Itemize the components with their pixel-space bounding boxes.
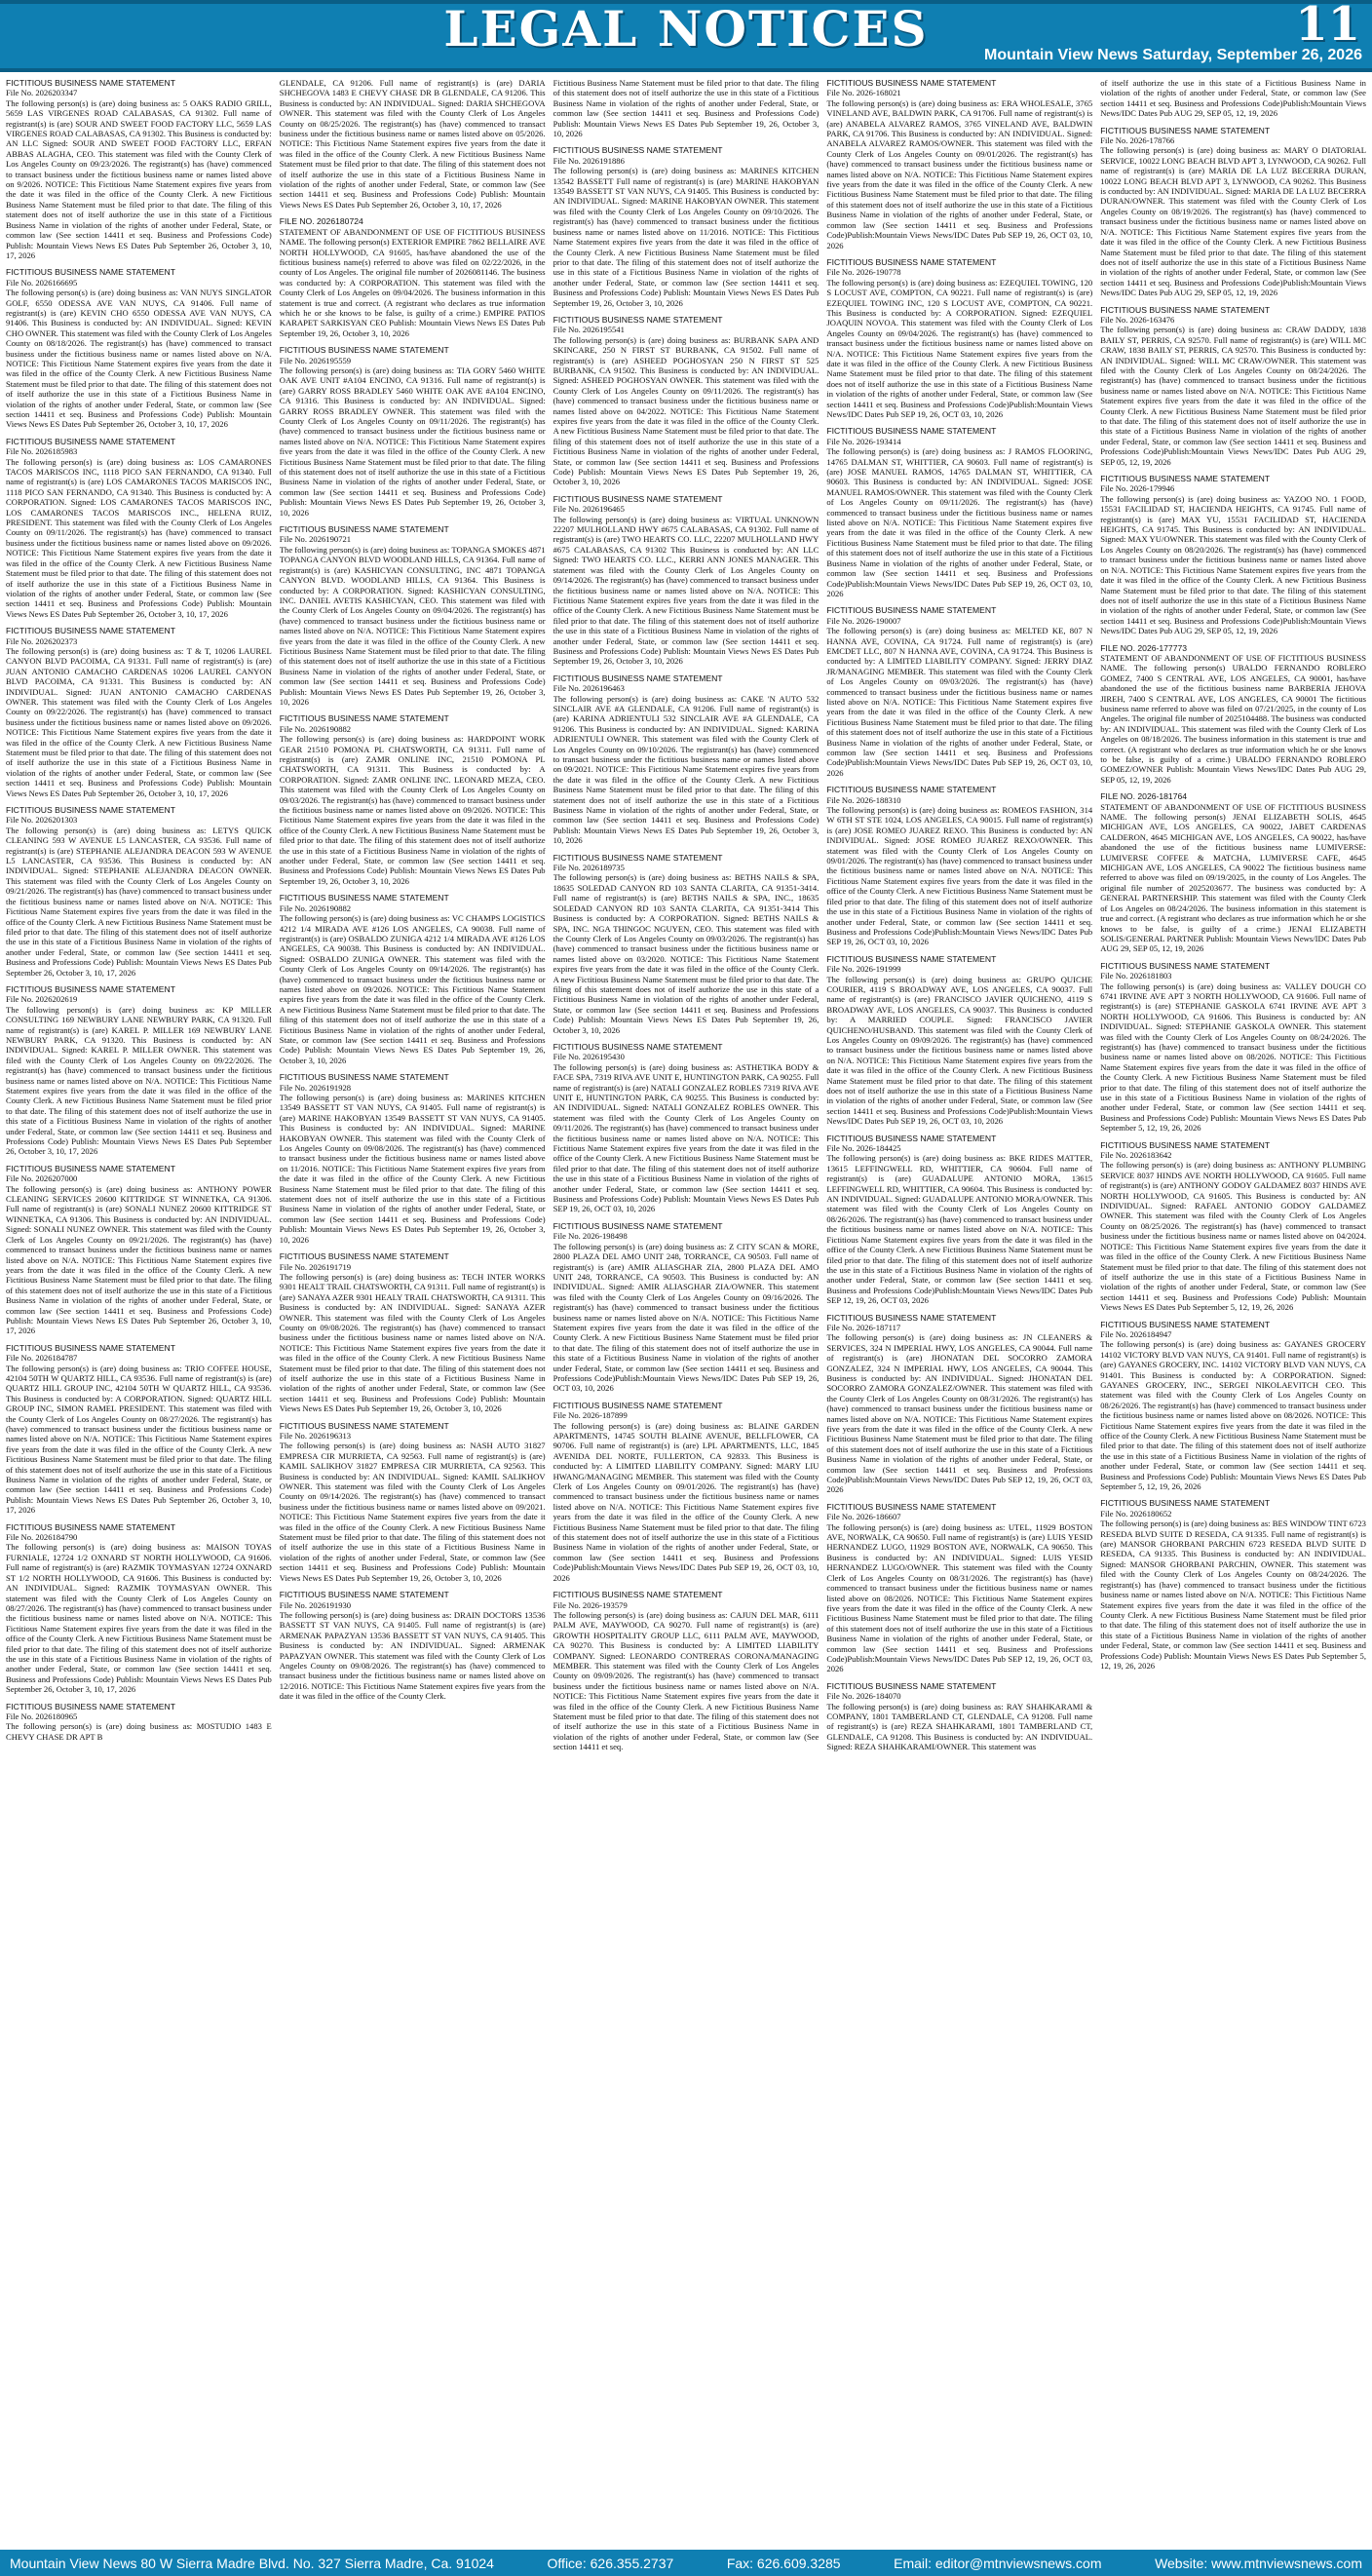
notice-body: Fictitious Business Name Statement must be filed prior to that date. The filing of this statement does not of itself authorize the use in this state of a Fictitious Business Name in violation of the rights of another under Federal, State, or common law (See section 14411 et seq. Business and Professions Code) Publish: Mountain Views News ES Dates Pub September 19, 26, October 3, 10, 2026: [553, 78, 819, 139]
legal-notice: [280, 1251, 546, 1414]
notice-title: FICTITIOUS BUSINESS NAME STATEMENT: [553, 852, 723, 863]
notice-body: The following person(s) is (are) doing business as: MELTED KE, 807 N HANNA AVE, COVINA, CA 91724. Full name of registrant(s) is (are) EMCDET LLC, 807 N HANNA AVE, COVINA, CA 91724. This Business is conducted by: A LIMITED LIABILITY COMPANY. Signed: JERRY DIAZ JR/MANAGING MEMBER. This statement was filed with the County Clerk of Los Angeles County on 09/03/2026. The registrant(s) has (have) commenced to transact business under the fictitious business name or names listed above on N/A. NOTICE: This Fictitious Name Statement expires five years from the date it was filed in the office of the County Clerk. A new Fictitious Business Name Statement must be filed prior to that date. The filing of this statement does not of itself authorize the use in this state of a Fictitious Business Name in violation of the rights of another under Federal, State, or common law (See section 14411 et seq. Business and Professions Code)Publish:Mountain Views News/IDC Dates Pub SEP 19, 26, OCT 03, 10, 2026: [826, 626, 1093, 778]
footer-address: Mountain View News 80 W Sierra Madre Blvd. No. 327 Sierra Madre, Ca. 91024: [10, 2555, 494, 2571]
page-footer: [0, 2550, 1372, 2576]
legal-notice: [6, 805, 272, 978]
publication-dateline: Mountain View News Saturday, September 26, 2026: [984, 47, 1362, 63]
notice-body: The following person(s) is (are) doing business as: BES WINDOW TINT 6723 RESEDA BLVD SUITE D RESEDA, CA 91335. Full name of registrant(s) is (are) MANSOR GHORBANI PARCHIN 6723 RESEDA BLVD SUITE D RESEDA, CA 91335. This Business is conducted by: AN INDIVIDUAL. Signed: MANSOR GHORBANI PARCHIN, OWNER. This statement was filed with the County Clerk of Los Angeles County on 08/24/2026. The registrant(s) has (have) commenced to transact business under the fictitious business name or names listed above on N/A. NOTICE: This Fictitious Name Statement expires five years from the date it was filed in the office of the County Clerk. A new Fictitious Business Name Statement must be filed prior to that date. The filing of this statement does not of itself authorize the use in this state of a Fictitious Business Name in violation of the rights of another under Federal, State, or common law (See section 14411 et seq. Business and Professions Code) Publish: Mountain Views News ES Dates Pub September 5, 12, 19, 26, 2026: [1100, 1519, 1366, 1671]
notice-title: FILE NO. 2026-177773: [1100, 642, 1188, 653]
legal-notice: [6, 984, 272, 1157]
notice-file-number: File No. 2026196465: [553, 504, 625, 515]
notice-body: The following person(s) is (are) doing business as: MARY O DIATORIAL SERVICE, 10022 LONG BEACH BLVD APT 3, LYNWOOD, CA 90262. Full name of registrant(s) is (are) MARIA DE LA LUZ BECERRA DURAN, 10022 LONG BEACH BLVD APT 3, LYNWOOD, CA 90262. This Business is conducted by: AN INDIVIDUAL. Signed: MARIA DE LA LUZ BECERRA DURAN/OWNER. This statement was filed with the County Clerk of Los Angeles County on 08/19/2026. The registrant(s) has (have) commenced to transact business under the fictitious business name or names listed above on N/A. NOTICE: This Fictitious Name Statement expires five years from the date it was filed in the office of the County Clerk. A new Fictitious Business Name Statement must be filed prior to that date. The filing of this statement does not of itself authorize the use in this state of a Fictitious Business Name in violation of the rights of another under Federal, State, or common law (See section 14411 et seq. Business and Professions Code)Publish:Mountain Views News/IDC Dates Pub AUG 29, SEP 05, 12, 19, 2026: [1100, 145, 1366, 298]
notice-body: The following person(s) is (are) doing business as: VALLEY DOUGH CO 6741 IRVINE AVE APT 3 NORTH HOLLYWOOD, CA 91606. Full name of registrant(s) is (are) STEPHANIE GASKOLA 6741 IRVINE AVE APT 3 NORTH HOLLYWOOD, CA 91606. This Business is conducted by: AN INDIVIDUAL. Signed: STEPHANIE GASKOLA OWNER. This statement was filed with the County Clerk of Los Angeles County on 08/24/2026. The registrant(s) has (have) commenced to transact business under the fictitious business name or names listed above on 08/2026. NOTICE: This Fictitious Name Statement expires five years from the date it was filed in the office of the County Clerk. A new Fictitious Business Name Statement must be filed prior to that date. The filing of this statement does not of itself authorize the use in this state of a Fictitious Business Name in violation of the rights of another under Federal, State, or common law (See section 14411 et seq. Business and Professions Code) Publish: Mountain Views News ES Dates Pub September 5, 12, 19, 26, 2026: [1100, 980, 1366, 1134]
notice-body: The following person(s) is (are) doing business as: CAKE 'N AUTO 532 SINCLAIR AVE #A GLENDALE, CA 91206. Full name of registrant(s) is (are) KARINA ADRIENTULI 532 SINCLAIR AVE #A GLENDALE, CA 91206. This Business is conducted by: AN INDIVIDUAL. Signed: KARINA ADRIENTULI OWNER. This statement was filed with the County Clerk of Los Angeles County on 09/10/2026. The registrant(s) has (have) commenced to transact business under the fictitious business name or names listed above on 09/2021. NOTICE: This Fictitious Name Statement expires five years from the date it was filed in the office of the County Clerk. A new Fictitious Business Name Statement must be filed prior to that date. The filing of this statement does not of itself authorize the use in this state of a Fictitious Business Name in violation of the rights of another under Federal, State, or common law (See section 14411 et seq. Business and Professions Code) Publish: Mountain Views News ES Dates Pub September 19, 26, October 3, 10, 2026: [553, 693, 819, 846]
notice-title: FICTITIOUS BUSINESS NAME STATEMENT: [826, 953, 997, 964]
notice-title: FICTITIOUS BUSINESS NAME STATEMENT: [553, 145, 723, 156]
legal-notice: [826, 1502, 1092, 1674]
legal-notice: [6, 1164, 272, 1336]
notice-title: FICTITIOUS BUSINESS NAME STATEMENT: [6, 983, 175, 994]
notice-body: of itself authorize the use in this state of a Fictitious Business Name in violation of the rights of another under Federal, State, or common law (See section 14411 et seq. Business and Professions Code)Publish:Mountain Views News/IDC Dates Pub AUG 29, SEP 05, 12, 19, 2026: [1100, 78, 1366, 119]
notice-file-number: File No. 2026-193414: [826, 436, 901, 446]
notice-body: The following person(s) is (are) doing business as: BURBANK SAPA AND SKINCARE, 250 N FIRST ST BURBANK, CA 91502. Full name of registrant(s) is (are) ASHEED POGHOSYAN 250 N FIRST ST 525 BURBANK, CA 91502. This Business is conducted by: AN INDIVIDUAL. Signed: ASHEED POGHOSYAN OWNER. This statement was filed with the County Clerk of Los Angeles County on 09/11/2026. The registrant(s) has (have) commenced to transact business under the fictitious business name or names listed above on 04/2022. NOTICE: This Fictitious Name Statement expires five years from the date it was filed in the office of the County Clerk. A new Fictitious Business Name Statement must be filed prior to that date. The filing of this statement does not of itself authorize the use in this state of a Fictitious Business Name in violation of the rights of another under Federal, State, or common law (See section 14411 et seq. Business and Professions Code) Publish: Mountain Views News ES Dates Pub September 19, 26, October 3, 10, 2026: [553, 334, 819, 487]
notice-title: FICTITIOUS BUSINESS NAME STATEMENT: [826, 1312, 997, 1323]
legal-notice: [826, 257, 1092, 420]
notice-body: The following person(s) is (are) doing business as: ROMEOS FASHION, 314 W 6TH ST STE 1024, LOS ANGELES, CA 90015. Full name of registrant(s) is (are) JOSE ROMEO JUAREZ REXO. This Business is conducted by: AN INDIVIDUAL. Signed: JOSE ROMEO JUAREZ REXO/OWNER. This statement was filed with the County Clerk of Los Angeles County on 09/01/2026. The registrant(s) has (have) commenced to transact business under the fictitious business name or names listed above on N/A. NOTICE: This Fictitious Name Statement expires five years from the date it was filed in the office of the County Clerk. A new Fictitious Business Name Statement must be filed prior to that date. The filing of this statement does not of itself authorize the use in this state of a Fictitious Business Name in violation of the rights of another under Federal, State, or common law (See section 14411 et seq. Business and Professions Code)Publish:Mountain Views News/IDC Dates Pub SEP 19, 26, OCT 03, 10, 2026: [826, 805, 1093, 947]
notice-file-number: File No. 2026190882: [279, 723, 352, 734]
notice-body: The following person(s) is (are) doing business as: TECH INTER WORKS 9301 HEALT TRAIL CHATSWORTH, CA 91311. Full name of registrant(s) is (are) SANAYA AZER 9301 HEALY TRAIL CHATSWORTH, CA 91311. This Business is conducted by: AN INDIVIDUAL. Signed: SANAYA AZER OWNER. This statement was filed with the County Clerk of Los Angeles County on 09/08/2026. The registrant(s) has (have) commenced to transact business under the fictitious business name or names listed above on N/A. NOTICE: This Fictitious Name Statement expires five years from the date it was filed in the office of the County Clerk. A new Fictitious Business Name Statement must be filed prior to that date. The filing of this statement does not of itself authorize the use in this state of a Fictitious Business Name in violation of the rights of another under Federal, State, or common law (See section 14411 et seq. Business and Professions Code) Publish: Mountain Views News ES Dates Pub September 19, 26, October 3, 10, 2026: [279, 1271, 546, 1414]
notice-file-number: File No. 2026191719: [279, 1261, 352, 1272]
legal-notice: [826, 1134, 1092, 1306]
notice-file-number: File No. 2026195559: [279, 355, 352, 365]
notice-column: [1100, 78, 1366, 2544]
notice-body: The following person(s) is (are) doing business as: VIRTUAL UNKNOWN 22207 MULHOLLAND HWY #675 CALABASAS, CA 91302. Full name of registrant(s) is (are) TWO HEARTS CO. LLC, 22207 MULHOLLAND HWY #675 CALABASAS, CA 91302 This Business is conducted by: AN LLC Signed: TWO HEARTS CO. LLC., KERRI ANN JONES MANAGER. This statement was filed with the County Clerk of Los Angeles County on 09/14/2026. The registrant(s) has (have) commenced to transact business under the fictitious business name or names listed above on N/A. NOTICE: This Fictitious Name Statement expires five years from the date it was filed in the office of the County Clerk. A new Fictitious Business Name Statement must be filed prior to that date. The filing of this statement does not of itself authorize the use in this state of a Fictitious Business Name in violation of the rights of another under Federal, State, or common law (See section 14411 et seq. Business and Professions Code) Publish: Mountain Views News ES Dates Pub September 19, 26, October 3, 10, 2026: [553, 514, 819, 667]
notice-title: FICTITIOUS BUSINESS NAME STATEMENT: [826, 785, 997, 795]
notice-file-number: File No. 2026191930: [279, 1599, 352, 1610]
notice-body: STATEMENT OF ABANDONMENT OF USE OF FICTITIOUS BUSINESS NAME. The following person(s) JENAI ELIZABETH SOLIS, 4645 MICHIGAN AVE, LOS ANGELES, CA 90022, JABET CARDENAS CALDERON, 4645 MICHIGAN AVE, LOS ANGELES, CA 90022, has/have abandoned the use of the fictitious business name LUMIVERSE: LUMIVERSE COFFEE & MATCHA, LUMIVERSE CAFE, 4645 MICHIGAN AVE, LOS ANGELES, CA 90022 The fictitious business name referred to above was filed on 09/19/2025, in the county of Los Angeles. The original file number of 2025203677. The business was conducted by: A GENERAL PARTNERSHIP. This statement was filed with the County Clerk of Los Angeles on 08/24/2026. The business information in this statement is true and correct. (A registrant who declares as true information which he or she knows to be false, is guilty of a crime.) JENAI ELIZABETH SOLIS/GENERAL PARTNER Publish: Mountain Views News/IDC Dates Pub AUG 29, SEP 05, 12, 19, 2026: [1100, 801, 1366, 954]
notice-file-number: File No. 2026-190007: [826, 615, 901, 626]
legal-notice: [280, 78, 546, 210]
notice-title: FICTITIOUS BUSINESS NAME STATEMENT: [826, 605, 997, 616]
legal-notice: [553, 1590, 819, 1752]
notice-title: FICTITIOUS BUSINESS NAME STATEMENT: [826, 1133, 997, 1143]
masthead-stripe-bottom: [0, 68, 1372, 72]
legal-notice: [280, 216, 546, 338]
notice-file-number: File No. 2026-187117: [826, 1322, 901, 1332]
legal-notice: [280, 893, 546, 1065]
notice-title: FICTITIOUS BUSINESS NAME STATEMENT: [826, 1680, 997, 1691]
notice-body: The following person(s) is (are) doing business as: ANTHONY POWER CLEANING SERVICES 20600 KITTRIDGE ST WINNETKA, CA 91306. Full name of registrant(s) is (are) SONALI NUNEZ 20600 KITTRIDGE ST WINNETKA, CA 91306. This Business is conducted by: AN INDIVIDUAL. Signed: SONALI NUNEZ OWNER. This statement was filed with the County Clerk of Los Angeles County on 09/21/2026. The registrant(s) has (have) commenced to transact business under the fictitious business name or names listed above on N/A. NOTICE: This Fictitious Name Statement expires five years from the date it was filed in the office of the County Clerk. A new Fictitious Business Name Statement must be filed prior to that date. The filing of this statement does not of itself authorize the use in this state of a Fictitious Business Name in violation of the rights of another under Federal, State, or common law (See section 14411 et seq. Business and Professions Code) Publish: Mountain Views News ES Dates Pub September 26, October 3, 10, 17, 2026: [6, 1183, 272, 1336]
legal-notice: [1100, 643, 1366, 786]
legal-notice: [553, 1221, 819, 1394]
notice-body: The following person(s) is (are) doing business as: HARDPOINT WORK GEAR 21510 POMONA PL CHATSWORTH, CA 91311. Full name of registrant(s) is (are) ZAMR ONLINE INC, 21510 POMONA PL CHATSWORTH, CA 91311. This Business is conducted by: A CORPORATION. Signed: ZAMR ONLINE INC. LEONARD MEZA, CEO. This statement was filed with the County Clerk of Los Angeles County on 09/03/2026. The registrant(s) has (have) commenced to transact business under the fictitious business name or names listed above on 09/2026. NOTICE: This Fictitious Name Statement expires five years from the date it was filed in the office of the County Clerk. A new Fictitious Business Name Statement must be filed prior to that date. The filing of this statement does not of itself authorize the use in this state of a Fictitious Business Name in violation of the rights of another under Federal, State, or common law (See section 14411 et seq. Business and Professions Code) Publish: Mountain Views News ES Dates Pub September 19, 26, October 3, 10, 2026: [279, 734, 546, 886]
notice-body: The following person(s) is (are) doing business as: LOS CAMARONES TACOS MARISCOS INC, 1118 PICO SAN FERNANDO, CA 91340. Full name of registrant(s) is (are) LOS CAMARONES TACOS MARISCOS INC, 1118 PICO SAN FERNANDO, CA 91340. This Business is conducted by: A CORPORATION. Signed: LOS CAMARONES TACOS MARISCOS INC, LOS CAMARONES TACOS MARISCOS INC., HELENA RUIZ, PRESIDENT. This statement was filed with the County Clerk of Los Angeles County on 09/11/2026. The registrant(s) has (have) commenced to transact business under the fictitious business name or names listed above on 09/2026. NOTICE: This Fictitious Name Statement expires five years from the date it was filed in the office of the County Clerk. A new Fictitious Business Name Statement must be filed prior to that date. The filing of this statement does not of itself authorize the use in this state of a Fictitious Business Name in violation of the rights of another under Federal, State, or common law (See section 14411 et seq. Business and Professions Code) Publish: Mountain Views News ES Dates Pub September 26, October 3, 10, 17, 2026: [6, 456, 272, 619]
legal-notice: [553, 853, 819, 1035]
notice-file-number: File No. 2026-187899: [553, 1410, 628, 1421]
legal-notice: [826, 426, 1092, 598]
notice-file-number: File No. 2026196463: [553, 683, 625, 694]
notice-title: FICTITIOUS BUSINESS NAME STATEMENT: [6, 436, 175, 446]
notice-body: The following person(s) is (are) doing business as: BETHS NAILS & SPA, 18635 SOLEDAD CANYON RD 103 SANTA CLARITA, CA 91351-3414. Full name of registrant(s) is (are) BETHS NAILS & SPA, INC., 18635 SOLEDAD CANYON RD 103 SANTA CLARITA, CA 91351-3414 This Business is conducted by: A CORPORATION. Signed: BETHS NAILS & SPA, INC. NGA THINGOC NGUYEN, CEO. This statement was filed with the County Clerk of Los Angeles County on 09/03/2026. The registrant(s) has (have) commenced to transact business under the fictitious business name or names listed above on 03/2020. NOTICE: This Fictitious Name Statement expires five years from the date it was filed in the office of the County Clerk. A new Fictitious Business Name Statement must be filed prior to that date. The filing of this statement does not of itself authorize the use in this state of a Fictitious Business Name in violation of the rights of another under Federal, State, or common law (See section 14411 et seq. Business and Professions Code) Publish: Mountain Views News ES Dates Pub September 19, 26, October 3, 10, 2026: [553, 872, 819, 1035]
notice-file-number: File No. 2026-184425: [826, 1143, 901, 1154]
notice-file-number: File No. 2026-163476: [1100, 314, 1175, 325]
notice-title: FICTITIOUS BUSINESS NAME STATEMENT: [1100, 1139, 1271, 1150]
notice-title: FICTITIOUS BUSINESS NAME STATEMENT: [279, 1590, 449, 1600]
notice-title: FICTITIOUS BUSINESS NAME STATEMENT: [6, 1163, 175, 1173]
notice-body: GLENDALE, CA 91206. Full name of registrant(s) is (are) DARIA SHCHEGOVA 1483 E CHEVY CHASE DR B GLENDALE, CA 91206. This Business is conducted by: AN INDIVIDUAL. Signed: DARIA SHCHEGOVA OWNER. This statement was filed with the County Clerk of Los Angeles County on 08/25/2026. The registrant(s) has (have) commenced to transact business under the fictitious business name or names listed above on 05/2026. NOTICE: This Fictitious Name Statement expires five years from the date it was filed in the office of the County Clerk. A new Fictitious Business Name Statement must be filed prior to that date. The filing of this statement does not of itself authorize the use in this state of a Fictitious Business Name in violation of the rights of another under Federal, State, or common law (See section 14411 et seq. Business and Professions Code) Publish: Mountain Views News ES Dates Pub September 26, October 3, 10, 17, 2026: [279, 78, 546, 210]
notice-body: The following person(s) is (are) doing business as: BKE RIDES MATTER, 13615 LEFFINGWELL RD, WHITTIER, CA 90604. Full name of registrant(s) is (are) GUADALUPE ANTONIO MORA, 13615 LEFFINGWELL RD, WHITTIER, CA 90604. This Business is conducted by: AN INDIVIDUAL. Signed: GUADALUPE ANTONIO MORA/OWNER. This statement was filed with the County Clerk of Los Angeles County on 08/26/2026. The registrant(s) has (have) commenced to transact business under the fictitious business name or names listed above on N/A. NOTICE: This Fictitious Name Statement expires five years from the date it was filed in the office of the County Clerk. A new Fictitious Business Name Statement must be filed prior to that date. The filing of this statement does not of itself authorize the use in this state of a Fictitious Business Name in violation of the rights of another under Federal, State, or common law (See section 14411 et seq. Business and Professions Code)Publish:Mountain Views News/IDC Dates Pub SEP 12, 19, 26, OCT 03, 2026: [826, 1153, 1093, 1306]
legal-notice: [553, 494, 819, 667]
notice-title: FILE NO. 2026-181764: [1100, 791, 1188, 802]
legal-notice: [6, 626, 272, 798]
notice-file-number: File No. 2026181803: [1100, 971, 1172, 981]
legal-notice: [280, 1421, 546, 1584]
notice-file-number: File No. 2026-168021: [826, 88, 901, 98]
notice-title: FICTITIOUS BUSINESS NAME STATEMENT: [6, 267, 175, 278]
notice-body: The following person(s) is (are) doing business as: GAYANES GROCERY 14102 VICTORY BLVD VAN NUYS, CA 91401. Full name of registrant(s) is (are) GAYANES GROCERY, INC. 14102 VICTORY BLVD VAN NUYS, CA 91401. This Business is conducted by: A CORPORATION. Signed: GAYANES GROCERY, INC., SERGEI NIKOLAEVITCH CEO. This statement was filed with the County Clerk of Los Angeles County on 08/26/2026. The registrant(s) has (have) commenced to transact business under the fictitious business name or names listed above on 08/2026. NOTICE: This Fictitious Name Statement expires five years from the date it was filed in the office of the County Clerk. A new Fictitious Business Name Statement must be filed prior to that date. The filing of this statement does not of itself authorize the use in this state of a Fictitious Business Name in violation of the rights of another under Federal, State, or common law (See section 14411 et seq. Business and Professions Code) Publish: Mountain Views News ES Dates Pub September 5, 12, 19, 26, 2026: [1100, 1339, 1366, 1492]
legal-notice: [1100, 126, 1366, 298]
notice-body: The following person(s) is (are) doing business as: TIA GORY 5460 WHITE OAK AVE UNIT #A104 ENCINO, CA 91316. Full name of registrant(s) is (are) GARRY ROSS BRADLEY 5460 WHITE OAK AVE #A104 ENCINO, CA 91316. This Business is conducted by: AN INDIVIDUAL. Signed: GARRY ROSS BRADLEY OWNER. This statement was filed with the County Clerk of Los Angeles County on 09/11/2026. The registrant(s) has (have) commenced to transact business under the fictitious business name or names listed above on N/A. NOTICE: This Fictitious Name Statement expires five years from the date it was filed in the office of the County Clerk. A new Fictitious Business Name Statement must be filed prior to that date. The filing of this statement does not of itself authorize the use in this state of a Fictitious Business Name in violation of the rights of another under Federal, State, or common law (See section 14411 et seq. Business and Professions Code) Publish: Mountain Views News ES Dates Pub September 19, 26, October 3, 10, 2026: [279, 365, 546, 518]
notice-title: FICTITIOUS BUSINESS NAME STATEMENT: [6, 626, 175, 636]
legal-notice: [1100, 78, 1366, 119]
notice-title: FICTITIOUS BUSINESS NAME STATEMENT: [6, 1701, 175, 1711]
notice-file-number: File No. 2026190721: [279, 534, 352, 545]
notice-column: [826, 78, 1092, 2544]
notice-title: FICTITIOUS BUSINESS NAME STATEMENT: [1100, 125, 1271, 135]
legal-notice: [553, 1042, 819, 1214]
notice-title: FICTITIOUS BUSINESS NAME STATEMENT: [6, 805, 175, 816]
notice-file-number: File No. 2026-178766: [1100, 135, 1175, 146]
legal-notice: [826, 605, 1092, 778]
notice-title: FICTITIOUS BUSINESS NAME STATEMENT: [279, 1251, 449, 1262]
footer-office-phone: Office: 626.355.2737: [547, 2555, 674, 2571]
notice-file-number: File No. 2026-186607: [826, 1512, 901, 1522]
legal-notice: [826, 1681, 1092, 1752]
legal-notice: [826, 954, 1092, 1127]
legal-notice: [1100, 791, 1366, 954]
notice-title: FICTITIOUS BUSINESS NAME STATEMENT: [553, 493, 723, 504]
legal-notice: [6, 78, 272, 260]
notice-column: [553, 78, 819, 2544]
legal-notice: [280, 1590, 546, 1701]
notice-title: FICTITIOUS BUSINESS NAME STATEMENT: [826, 1501, 997, 1512]
legal-notice: [1100, 305, 1366, 468]
notice-title: FICTITIOUS BUSINESS NAME STATEMENT: [553, 1041, 723, 1052]
notice-file-number: File No. 2026207000: [6, 1173, 78, 1184]
notice-file-number: File No. 2026203347: [6, 88, 78, 98]
notice-columns: [6, 78, 1366, 2544]
notice-file-number: File No. 2026-184070: [826, 1691, 901, 1702]
notice-body: The following person(s) is (are) doing business as: CRAW DADDY, 1838 BAILY ST, PERRIS, CA 92570. Full name of registrant(s) is (are) WILL MC CRAW, 1838 BAILY ST, PERRIS, CA 92570. This Business is conducted by: AN INDIVIDUAL. Signed: WILL MC CRAW/OWNER. This statement was filed with the County Clerk of Los Angeles County on 08/24/2026. The registrant(s) has (have) commenced to transact business under the fictitious business name or names listed above on N/A. NOTICE: This Fictitious Name Statement expires five years from the date it was filed in the office of the County Clerk. A new Fictitious Business Name Statement must be filed prior to that date. The filing of this statement does not of itself authorize the use in this state of a Fictitious Business Name in violation of the rights of another under Federal, State, or common law (See section 14411 et seq. Business and Professions Code)Publish:Mountain Views News/IDC Dates Pub AUG 29, SEP 05, 12, 19, 2026: [1100, 325, 1366, 467]
legal-notice: [6, 1522, 272, 1695]
notice-body: The following person(s) is (are) doing business as: LETYS QUICK CLEANING 593 W AVENUE L5 LANCASTER, CA 93536. Full name of registrant(s) is (are) STEPHANIE ALEJANDRA DEACON 593 W AVENUE L5 LANCASTER, CA 93536. This Business is conducted by: AN INDIVIDUAL. Signed: STEPHANIE ALEJANDRA DEACON OWNER. This statement was filed with the County Clerk of Los Angeles County on 09/21/2026. The registrant(s) has (have) commenced to transact business under the fictitious business name or names listed above on N/A. NOTICE: This Fictitious Name Statement expires five years from the date it was filed in the office of the County Clerk. A new Fictitious Business Name Statement must be filed prior to that date. The filing of this statement does not of itself authorize the use in this state of a Fictitious Business Name in violation of the rights of another under Federal, State, or common law (See section 14411 et seq. Business and Professions Code) Publish: Mountain Views News ES Dates Pub September 26, October 3, 10, 17, 2026: [6, 825, 272, 978]
legal-notice: [1100, 961, 1366, 1134]
notice-file-number: File No. 2026195541: [553, 325, 625, 335]
legal-notice: [826, 1313, 1092, 1495]
notice-body: The following person(s) is (are) doing business as: YAZOO NO. 1 FOOD, 15531 FACILIDAD ST, HACIENDA HEIGHTS, CA 91745. Full name of registrant(s) is (are) MAX YU, 15531 FACILIDAD ST, HACIENDA HEIGHTS, CA 91745. This Business is conducted by: AN INDIVIDUAL. Signed: MAX YU/OWNER. This statement was filed with the County Clerk of Los Angeles County on 08/20/2026. The registrant(s) has (have) commenced to transact business under the fictitious business name or names listed above on N/A. NOTICE: This Fictitious Name Statement expires five years from the date it was filed in the office of the County Clerk. A new Fictitious Business Name Statement must be filed prior to that date. The filing of this statement does not of itself authorize the use in this state of a Fictitious Business Name in violation of the rights of another under Federal, State, or common law (See section 14411 et seq. Business and Professions Code)Publish:Mountain Views News/IDC Dates Pub AUG 29, SEP 05, 12, 19, 2026: [1100, 493, 1366, 636]
legal-notice: [6, 1702, 272, 1743]
legal-notice: [553, 1401, 819, 1583]
legal-notice: [1100, 1140, 1366, 1313]
notice-body: The following person(s) is (are) doing business as: Z CITY SCAN & MORE, 2800 PLAZA DEL AMO UNIT 248, TORRANCE, CA 90503. Full name of registrant(s) is (are) AMIR ALIASGHAR ZIA, 2800 PLAZA DEL AMO UNIT 248, TORRANCE, CA 90503. This Business is conducted by: AN INDIVIDUAL. Signed: AMIR ALIASGHAR ZIA/OWNER. This statement was filed with the County Clerk of Los Angeles County on 09/16/2026. The registrant(s) has (have) commenced to transact business under the fictitious business name or names listed above on N/A. NOTICE: This Fictitious Name Statement expires five years from the date it was filed in the office of the County Clerk. A new Fictitious Business Name Statement must be filed prior to that date. The filing of this statement does not of itself authorize the use in this state of a Fictitious Business Name in violation of the rights of another under Federal, State, or common law (See section 14411 et seq. Business and Professions Code)Publish:Mountain Views News/IDC Dates Pub SEP 19, 26, OCT 03, 10, 2026: [553, 1241, 819, 1394]
notice-file-number: File No. 2026184787: [6, 1353, 78, 1364]
notice-file-number: File No. 2026184790: [6, 1532, 78, 1543]
notice-file-number: File No. 2026-198498: [553, 1231, 628, 1242]
footer-fax: Fax: 626.609.3285: [726, 2555, 841, 2571]
notice-file-number: File No. 2026-190778: [826, 267, 901, 278]
notice-body: STATEMENT OF ABANDONMENT OF USE OF FICTITIOUS BUSINESS NAME. The following person(s) EXTERIOR EMPIRE 7862 BELLAIRE AVE NORTH HOLLYWOOD, CA 91605, has/have abandoned the use of the fictitious business name(s) referred to above was filed on 02/22/2026, in the county of Los Angeles. The original file number of 2026081146. The business was conducted by: A CORPORATION. This statement was filed with the County Clerk of Los Angeles on 09/04/2026. The business information in this statement is true and correct. (A registrant who declares as true information which he or she knows to be false, is guilty of a crime.) EMPIRE PATIOS KARAPET SARKISYAN CEO Publish: Mountain Views News ES Dates Pub September 19, 26, October 3, 10, 2026: [279, 226, 546, 338]
notice-body: The following person(s) is (are) doing business as: MARINES KITCHEN 13542 BASSETT Full name of registrant(s) is (are) MARINE HAKOBYAN 13549 BASSETT ST VAN NUYS, CA 91405. This Business is conducted by: AN INDIVIDUAL. Signed: MARINE HAKOBYAN OWNER. This statement was filed with the County Clerk of Los Angeles County on 09/10/2026. The registrant(s) has (have) commenced to transact business under the fictitious business name or names listed above on 11/2016. NOTICE: This Fictitious Name Statement expires five years from the date it was filed in the office of the County Clerk. A new Fictitious Business Name Statement must be filed prior to that date. The filing of this statement does not of itself authorize the use in this state of a Fictitious Business Name in violation of the rights of another under Federal, State, or common law (See section 14411 et seq. Business and Professions Code) Publish: Mountain Views News ES Dates Pub September 19, 26, October 3, 10, 2026: [553, 166, 819, 308]
notice-title: FICTITIOUS BUSINESS NAME STATEMENT: [553, 1400, 723, 1410]
notice-title: FICTITIOUS BUSINESS NAME STATEMENT: [6, 1521, 175, 1532]
notice-file-number: File No. 2026191928: [279, 1082, 352, 1093]
legal-notice: [553, 315, 819, 487]
legal-notice: [280, 713, 546, 886]
notice-column: [280, 78, 546, 2544]
notice-title: FICTITIOUS BUSINESS NAME STATEMENT: [279, 713, 449, 724]
notice-body: The following person(s) is (are) doing business as: J RAMOS FLOORING, 14765 DALMAN ST, WHITTIER, CA 90603. Full name of registrant(s) is (are) JOSE MANUEL RAMOS, 14765 DALMAN ST, WHITTIER, CA 90603. This Business is conducted by: AN INDIVIDUAL. Signed: JOSE MANUEL RAMOS/OWNER. This statement was filed with the County Clerk of Los Angeles County on 09/11/2026. The registrant(s) has (have) commenced to transact business under the fictitious business name or names listed above on N/A. NOTICE: This Fictitious Name Statement expires five years from the date it was filed in the office of the County Clerk. A new Fictitious Business Name Statement must be filed prior to that date. The filing of this statement does not of itself authorize the use in this state of a Fictitious Business Name in violation of the rights of another under Federal, State, or common law (See section 14411 et seq. Business and Professions Code)Publish:Mountain Views News/IDC Dates Pub SEP 19, 26, OCT 03, 10, 2026: [826, 446, 1093, 598]
notice-body: The following person(s) is (are) doing business as: VAN NUYS SINGLATOR GOLF, 6550 ODESSA AVE VAN NUYS, CA 91406. Full name of registrant(s) is (are) KEVIN CHO 6550 ODESSA AVE VAN NUYS, CA 91406. This Business is conducted by: AN INDIVIDUAL. Signed: KEVIN CHO OWNER. This statement was filed with the County Clerk of Los Angeles County on 08/18/2026. The registrant(s) has (have) commenced to transact business under the fictitious business name or names listed above on N/A. NOTICE: This Fictitious Name Statement expires five years from the date it was filed in the office of the County Clerk. A new Fictitious Business Name Statement must be filed prior to that date. The filing of this statement does not of itself authorize the use in this state of a Fictitious Business Name in violation of the rights of another under Federal, State, or common law (See section 14411 et seq. Business and Professions Code) Publish: Mountain Views News ES Dates Pub September 26, October 3, 10, 17, 2026: [6, 288, 272, 430]
masthead: [0, 0, 1372, 72]
notice-file-number: File No. 2026202373: [6, 635, 78, 646]
notice-body: The following person(s) is (are) doing business as: ANTHONY PLUMBING SERVICE 8037 HINDS AVE NORTH HOLLYWOOD, CA 91605. Full name of registrant(s) is (are) ANTHONY GODOY GALDAMEZ 8037 HINDS AVE NORTH HOLLYWOOD, CA 91605. This Business is conducted by: AN INDIVIDUAL. Signed: RAFAEL ANTONIO GODOY GALDAMEZ OWNER. This statement was filed with the County Clerk of Los Angeles County on 08/25/2026. The registrant(s) has (have) commenced to transact business under the fictitious business name or names listed above on 04/2024. NOTICE: This Fictitious Name Statement expires five years from the date it was filed in the office of the County Clerk. A new Fictitious Business Name Statement must be filed prior to that date. The filing of this statement does not of itself authorize the use in this state of a Fictitious Business Name in violation of the rights of another under Federal, State, or common law (See section 14411 et seq. Business and Professions Code) Publish: Mountain Views News ES Dates Pub September 5, 12, 19, 26, 2026: [1100, 1160, 1366, 1313]
legal-notice: [280, 524, 546, 707]
notice-file-number: File No. 2026184947: [1100, 1328, 1172, 1339]
notice-file-number: File No. 2026202619: [6, 994, 78, 1005]
notice-body: The following person(s) is (are) doing business as: 5 OAKS RADIO GRILL, 5659 LAS VIRGENES ROAD CALABASAS, CA 91302. Full name of registrant(s) is (are) SOUR AND SWEET FOOD FACTORY LLC, 5659 LAS VIRGENES ROAD CALABASAS, CA 91302. This Business is conducted by: AN LLC Signed: SOUR AND SWEET FOOD FACTORY LLC, ERFAN ABBAS ALAGHA, CEO. This statement was filed with the County Clerk of Los Angeles County on 09/23/2026. The registrant(s) has (have) commenced to transact business under the fictitious business name or names listed above on 9/2026. NOTICE: This Fictitious Name Statement expires five years from the date it was filed in the office of the County Clerk. A new Fictitious Business Name Statement must be filed prior to that date. The filing of this statement does not of itself authorize the use in this state of a Fictitious Business Name in violation of the rights of another under Federal, State, or common law (See section 14411 et seq. Business and Professions Code) Publish: Mountain Views News ES Dates Pub September 26, October 3, 10, 17, 2026: [6, 97, 272, 260]
notice-body: The following person(s) is (are) doing business as: VC CHAMPS LOGISTICS 4212 1/4 MIRADA AVE #126 LOS ANGELES, CA 90038. Full name of registrant(s) is (are) OSBALDO ZUNIGA 4212 1/4 MIRADA AVE #126 LOS ANGELES, CA 90038. This Business is conducted by: AN INDIVIDUAL. Signed: OSBALDO ZUNIGA OWNER. This statement was filed with the County Clerk of Los Angeles County on 09/14/2026. The registrant(s) has (have) commenced to transact business under the fictitious business name or names listed above on 09/2026. NOTICE: This Fictitious Name Statement expires five years from the date it was filed in the office of the County Clerk. A new Fictitious Business Name Statement must be filed prior to that date. The filing of this statement does not of itself authorize the use in this state of a Fictitious Business Name in violation of the rights of another under Federal, State, or common law (See section 14411 et seq. Business and Professions Code) Publish: Mountain Views News ES Dates Pub September 19, 26, October 3, 10, 2026: [279, 913, 546, 1065]
notice-file-number: File No. 2026183642: [1100, 1150, 1172, 1161]
notice-body: The following person(s) is (are) doing business as: ERA WHOLESALE, 3765 VINELAND AVE, BALDWIN PARK, CA 91706. Full name of registrant(s) is (are) ANABELA ALVAREZ RAMOS, 3765 VINELAND AVE, BALDWIN PARK, CA 91706. This Business is conducted by: AN INDIVIDUAL. Signed: ANABELA ALVAREZ RAMOS/OWNER. This statement was filed with the County Clerk of Los Angeles County on 09/01/2026. The registrant(s) has (have) commenced to transact business under the fictitious business name or names listed above on N/A. NOTICE: This Fictitious Name Statement expires five years from the date it was filed in the office of the County Clerk. A new Fictitious Business Name Statement must be filed prior to that date. The filing of this statement does not of itself authorize the use in this state of a Fictitious Business Name in violation of the rights of another under Federal, State, or common law (See section 14411 et seq. Business and Professions Code)Publish:Mountain Views News/IDC Dates Pub SEP 19, 26, OCT 03, 10, 2026: [826, 97, 1093, 250]
notice-file-number: File No. 2026-191999: [826, 964, 901, 975]
legal-notice: [553, 78, 819, 138]
notice-body: The following person(s) is (are) doing business as: KP MILLER CONSULTING 169 NEWBURY LANE NEWBURY PARK, CA 91320. Full name of registrant(s) is (are) KAREL P. MILLER 169 NEWBURY LANE NEWBURY PARK, CA 91320. This Business is conducted by: AN INDIVIDUAL. Signed: KAREL P. MILLER OWNER. This statement was filed with the County Clerk of Los Angeles County on 09/22/2026. The registrant(s) has (have) commenced to transact business under the fictitious business name or names listed above on N/A. NOTICE: This Fictitious Name Statement expires five years from the date it was filed in the office of the County Clerk. A new Fictitious Business Name Statement must be filed prior to that date. The filing of this statement does not of itself authorize the use in this state of a Fictitious Business Name in violation of the rights of another under Federal, State, or common law (See section 14411 et seq. Business and Professions Code) Publish: Mountain Views News ES Dates Pub September 26, October 3, 10, 17, 2026: [6, 1004, 272, 1157]
notice-file-number: File No. 2026191886: [553, 155, 625, 166]
notice-title: FICTITIOUS BUSINESS NAME STATEMENT: [279, 345, 449, 356]
notice-title: FICTITIOUS BUSINESS NAME STATEMENT: [553, 673, 723, 683]
notice-title: FICTITIOUS BUSINESS NAME STATEMENT: [826, 256, 997, 267]
notice-file-number: File No. 2026185983: [6, 446, 78, 457]
legal-notice: [553, 673, 819, 846]
page-number: 11: [1295, 0, 1360, 52]
notice-title: FICTITIOUS BUSINESS NAME STATEMENT: [1100, 960, 1271, 971]
notice-file-number: File No. 2026180965: [6, 1711, 78, 1721]
notice-file-number: File No. 2026201303: [6, 815, 78, 826]
notice-body: The following person(s) is (are) doing business as: MOSTUDIO 1483 E CHEVY CHASE DR APT B: [6, 1721, 272, 1742]
notice-body: The following person(s) is (are) doing business as: RAY SHAHKARAMI & COMPANY, 1801 TAMBERLAND CT, GLENDALE, CA 91208. Full name of registrant(s) is (are) REZA SHAHKARAMI, 1801 TAMBERLAND CT, GLENDALE, CA 91208. This Business is conducted by: AN INDIVIDUAL. Signed: REZA SHAHKARAMI/OWNER. This statement was: [826, 1701, 1093, 1752]
notice-title: FICTITIOUS BUSINESS NAME STATEMENT: [826, 426, 997, 437]
notice-title: FICTITIOUS BUSINESS NAME STATEMENT: [1100, 1498, 1271, 1509]
notice-file-number: File No. 2026195430: [553, 1052, 625, 1062]
notice-body: The following person(s) is (are) doing business as: MAISON TOYAS FURNIALE, 12724 1/2 OXNARD ST NORTH HOLLYWOOD, CA 91606. Full name of registrant(s) is (are) RAZMIK TOYMASYAN 12724 OXNARD ST 1/2 NORTH HOLLYWOOD, CA 91606. This Business is conducted by: AN INDIVIDUAL. Signed: RAZMIK TOYMASYAN OWNER. This statement was filed with the County Clerk of Los Angeles County on 08/27/2026. The registrant(s) has (have) commenced to transact business under the fictitious business name or names listed above on N/A. NOTICE: This Fictitious Name Statement expires five years from the date it was filed in the office of the County Clerk. A new Fictitious Business Name Statement must be filed prior to that date. The filing of this statement does not of itself authorize the use in this state of a Fictitious Business Name in violation of the rights of another under Federal, State, or common law (See section 14411 et seq. Business and Professions Code) Publish: Mountain Views News ES Dates Pub September 26, October 3, 10, 17, 2026: [6, 1542, 272, 1695]
notice-file-number: File No. 2026189735: [553, 863, 625, 873]
notice-body: STATEMENT OF ABANDONMENT OF USE OF FICTITIOUS BUSINESS NAME. The following person(s) UBALDO FERNANDO ROBLERO GOMEZ, 7400 S CENTRAL AVE, LOS ANGELES, CA 90001, has/have abandoned the use of the fictitious business name BARBERIA JEHOVA JIREH, 7400 S CENTRAL AVE, LOS ANGELES, CA 90001 The fictitious business name referred to above was filed on 07/21/2025, in the county of Los Angeles. The original file number of 2025104488. The business was conducted by: AN INDIVIDUAL. This statement was filed with the County Clerk of Los Angeles on 08/18/2026. The business information in this statement is true and correct. (A registrant who declares as true information which he or she knows to be false, is guilty of a crime.) UBALDO FERNANDO ROBLERO GOMEZ/OWNER Publish: Mountain Views News/IDC Dates Pub AUG 29, SEP 05, 12, 19, 2026: [1100, 652, 1366, 785]
notice-column: [6, 78, 272, 2544]
notice-title: FICTITIOUS BUSINESS NAME STATEMENT: [279, 1420, 449, 1431]
notice-body: The following person(s) is (are) doing business as: DRAIN DOCTORS 13536 BASSETT ST VAN NUYS, CA 91405. Full name of registrant(s) is (are) ARMENAK PAPAZYAN 13536 BASSETT ST VAN NUYS, CA 91405. This Business is conducted by: AN INDIVIDUAL. Signed: ARMENAK PAPAZYAN OWNER. This statement was filed with the County Clerk of Los Angeles County on 09/08/2026. The registrant(s) has (have) commenced to transact business under the fictitious business name or names listed above on 12/2016. NOTICE: This Fictitious Name Statement expires five years from the date it was filed in the office of the County Clerk.: [279, 1609, 546, 1702]
notice-body: The following person(s) is (are) doing business as: CAJUN DEL MAR, 6111 PALM AVE, MAYWOOD, CA 90270. Full name of registrant(s) is (are) GROWTH HOSPITALITY GROUP LLC, 6111 PALM AVE, MAYWOOD, CA 90270. This Business is conducted by: A LIMITED LIABILITY COMPANY. Signed: LEONARDO CONTRERAS CORONA/MANAGING MEMBER. This statement was filed with the County Clerk of Los Angeles County on 09/09/2026. The registrant(s) has (have) commenced to transact business under the fictitious business name or names listed above on N/A. NOTICE: This Fictitious Name Statement expires five years from the date it was filed in the office of the County Clerk. A new Fictitious Business Name Statement must be filed prior to that date. The filing of this statement does not of itself authorize the use in this state of a Fictitious Business Name in violation of the rights of another under Federal, State, or common law (See section 14411 et seq.: [553, 1609, 819, 1752]
section-title: LEGAL NOTICES: [443, 0, 929, 58]
notice-title: FICTITIOUS BUSINESS NAME STATEMENT: [279, 1072, 449, 1083]
legal-notice: [280, 345, 546, 518]
legal-notice: [6, 267, 272, 430]
notice-body: The following person(s) is (are) doing business as: UTEL, 11929 BOSTON AVE, NORWALK, CA 90650. Full name of registrant(s) is (are) LUIS YESID HERNANDEZ LUGO, 11929 BOSTON AVE, NORWALK, CA 90650. This Business is conducted by: AN INDIVIDUAL. Signed: LUIS YESID HERNANDEZ LUGO/OWNER. This statement was filed with the County Clerk of Los Angeles County on 08/31/2026. The registrant(s) has (have) commenced to transact business under the fictitious business name or names listed above on 08/2026. NOTICE: This Fictitious Name Statement expires five years from the date it was filed in the office of the County Clerk. A new Fictitious Business Name Statement must be filed prior to that date. The filing of this statement does not of itself authorize the use in this state of a Fictitious Business Name in violation of the rights of another under Federal, State, or common law (See section 14411 et seq. Business and Professions Code)Publish:Mountain Views News/IDC Dates Pub SEP 12, 19, 26, OCT 03, 2026: [826, 1521, 1093, 1674]
notice-body: The following person(s) is (are) doing business as: MARINES KITCHEN 13549 BASSETT ST VAN NUYS, CA 91405. Full name of registrant(s) is (are) MARINE HAKOBYAN 13549 BASSETT ST VAN NUYS, CA 91405. This Business is conducted by: AN INDIVIDUAL. Signed: MARINE HAKOBYAN OWNER. This statement was filed with the County Clerk of Los Angeles County on 09/08/2026. The registrant(s) has (have) commenced to transact business under the fictitious business name or names listed above on 11/2016. NOTICE: This Fictitious Name Statement expires five years from the date it was filed in the office of the County Clerk. A new Fictitious Business Name Statement must be filed prior to that date. The filing of this statement does not of itself authorize the use in this state of a Fictitious Business Name in violation of the rights of another under Federal, State, or common law (See section 14411 et seq. Business and Professions Code) Publish: Mountain Views News ES Dates Pub September 19, 26, October 3, 10, 2026: [279, 1093, 546, 1245]
notice-title: FICTITIOUS BUSINESS NAME STATEMENT: [553, 314, 723, 325]
notice-body: The following person(s) is (are) doing business as: ASTHETIKA BODY & FACE SPA, 7319 RIVA AVE UNIT E, HUNTINGTON PARK, CA 90255. Full name of registrant(s) is (are) NATALI GONZALEZ ROBLES 7319 RIVA AVE UNIT E, HUNTINGTON PARK, CA 90255. This Business is conducted by: AN INDIVIDUAL. Signed: NATALI GONZALEZ ROBLES OWNER. This statement was filed with the County Clerk of Los Angeles County on 09/11/2026. The registrant(s) has (have) commenced to transact business under the fictitious business name or names listed above on N/A. NOTICE: This Fictitious Name Statement expires five years from the date it was filed in the office of the County Clerk. A new Fictitious Business Name Statement must be filed prior to that date. The filing of this statement does not of itself authorize the use in this state of a Fictitious Business Name in violation of the rights of another under Federal, State, or common law (See section 14411 et seq. Business and Professions Code) Publish: Mountain Views News ES Dates Pub SEP 19, 26, OCT 03, 10, 2026: [553, 1061, 819, 1214]
notice-file-number: File No. 2026196313: [279, 1431, 352, 1441]
footer-website: Website: www.mtnviewsnews.com: [1155, 2555, 1362, 2571]
footer-email: Email: editor@mtnviewsnews.com: [894, 2555, 1102, 2571]
notice-body: The following person(s) is (are) doing business as: BLAINE GARDEN APARTMENTS, 14745 SOUTH BLAINE AVENUE, BELLFLOWER, CA 90706. Full name of registrant(s) is (are) LPL APARTMENTS, LLC, 1845 AVENIDA DEL NORTE, FULLERTON, CA 92833. This Business is conducted by: A LIMITED LIABILITY COMPANY. Signed: MARY LIU HWANG/MANAGING MEMBER. This statement was filed with the County Clerk of Los Angeles County on 09/01/2026. The registrant(s) has (have) commenced to transact business under the fictitious business name or names listed above on N/A. NOTICE: This Fictitious Name Statement expires five years from the date it was filed in the office of the County Clerk. A new Fictitious Business Name Statement must be filed prior to that date. The filing of this statement does not of itself authorize the use in this state of a Fictitious Business Name in violation of the rights of another under Federal, State, or common law (See section 14411 et seq. Business and Professions Code)Publish:Mountain Views News/IDC Dates Pub SEP 19, 26, OCT 03, 10, 2026: [553, 1420, 819, 1583]
notice-file-number: File No. 2026-193579: [553, 1599, 628, 1610]
legal-notice: [1100, 474, 1366, 636]
notice-body: The following person(s) is (are) doing business as: TOPANGA SMOKES 4871 TOPANGA CANYON BLVD WOODLAND HILLS, CA 91364. Full name of registrant(s) is (are) KASHICYAN CONSULTING, INC 4871 TOPANGA CANYON BLVD. WOODLAND HILLS, CA 91364. This Business is conducted by: A CORPORATION. Signed: KASHICYAN CONSULTING, INC. DANIEL AVETIS KASHICYAN, CEO. This statement was filed with the County Clerk of Los Angeles County on 09/04/2026. The registrant(s) has (have) commenced to transact business under the fictitious business name or names listed above on N/A. NOTICE: This Fictitious Name Statement expires five years from the date it was filed in the office of the County Clerk. A new Fictitious Business Name Statement must be filed prior to that date. The filing of this statement does not of itself authorize the use in this state of a Fictitious Business Name in violation of the rights of another under Federal, State, or common law (See section 14411 et seq. Business and Professions Code) Publish: Mountain Views News ES Dates Pub September 19, 26, October 3, 10, 2026: [279, 544, 546, 707]
notice-title: FICTITIOUS BUSINESS NAME STATEMENT: [553, 1220, 723, 1231]
notice-title: FICTITIOUS BUSINESS NAME STATEMENT: [553, 1590, 723, 1600]
notice-file-number: File No. 2026180652: [1100, 1508, 1172, 1519]
notice-body: The following person(s) is (are) doing business as: GRUPO QUICHE COURIER, 4119 S BROADWAY AVE, LOS ANGELES, CA 90037. Full name of registrant(s) is (are) FRANCISCO JAVIER QUICHENO, 4119 S BROADWAY AVE, LOS ANGELES, CA 90037. This Business is conducted by: A MARRIED COUPLE. Signed: FRANCISCO JAVIER QUICHENO/HUSBAND. This statement was filed with the County Clerk of Los Angeles County on 09/09/2026. The registrant(s) has (have) commenced to transact business under the fictitious business name or names listed above on N/A. NOTICE: This Fictitious Name Statement expires five years from the date it was filed in the office of the County Clerk. A new Fictitious Business Name Statement must be filed prior to that date. The filing of this statement does not of itself authorize the use in this state of a Fictitious Business Name in violation of the rights of another under Federal, State, or common law (See section 14411 et seq. Business and Professions Code)Publish:Mountain Views News/IDC Dates Pub SEP 19, 26, OCT 03, 10, 2026: [826, 974, 1093, 1127]
notice-file-number: File No. 2026-188310: [826, 794, 901, 805]
notice-file-number: File No. 2026166695: [6, 277, 78, 288]
legal-notice: [826, 78, 1092, 250]
notice-body: The following person(s) is (are) doing business as: T & T, 10206 LAUREL CANYON BLVD PACOIMA, CA 91331. Full name of registrant(s) is (are) JUAN ANTONIO CAMACHO CARDENAS 10206 LAUREL CANYON BLVD PACOIMA, CA 91331. This Business is conducted by: AN INDIVIDUAL. Signed: JUAN ANTONIO CAMACHO CARDENAS OWNER. This statement was filed with the County Clerk of Los Angeles County on 09/22/2026. The registrant(s) has (have) commenced to transact business under the fictitious business name or names listed above on 09/2026. NOTICE: This Fictitious Name Statement expires five years from the date it was filed in the office of the County Clerk. A new Fictitious Business Name Statement must be filed prior to that date. The filing of this statement does not of itself authorize the use in this state of a Fictitious Business Name in violation of the rights of another under Federal, State, or common law (See section 14411 et seq. Business and Professions Code) Publish: Mountain Views News ES Dates Pub September 26, October 3, 10, 17, 2026: [6, 645, 272, 798]
notice-title: FICTITIOUS BUSINESS NAME STATEMENT: [826, 78, 997, 88]
legal-notice: [280, 1072, 546, 1245]
notice-title: FICTITIOUS BUSINESS NAME STATEMENT: [1100, 474, 1271, 484]
legal-notice: [6, 437, 272, 619]
legal-notice: [6, 1343, 272, 1516]
notice-title: FICTITIOUS BUSINESS NAME STATEMENT: [6, 1342, 175, 1353]
notice-title: FICTITIOUS BUSINESS NAME STATEMENT: [279, 893, 449, 904]
notice-file-number: File No. 2026-179946: [1100, 483, 1175, 494]
notice-title: FILE NO. 2026180724: [279, 216, 363, 227]
notice-title: FICTITIOUS BUSINESS NAME STATEMENT: [279, 524, 449, 535]
legal-notice: [1100, 1498, 1366, 1671]
legal-notice: [826, 785, 1092, 947]
notice-body: The following person(s) is (are) doing business as: EZEQUIEL TOWING, 120 S LOCUST AVE, COMPTON, CA 90221. Full name of registrant(s) is (are) EZEQUIEL TOWING INC, 120 S LOCUST AVE, COMPTON, CA 90221. This Business is conducted by: A CORPORATION. Signed: EZEQUIEL JOAQUIN NOVOA. This statement was filed with the County Clerk of Los Angeles County on 09/04/2026. The registrant(s) has (have) commenced to transact business under the fictitious business name or names listed above on N/A. NOTICE: This Fictitious Name Statement expires five years from the date it was filed in the office of the County Clerk. A new Fictitious Business Name Statement must be filed prior to that date. The filing of this statement does not of itself authorize the use in this state of a Fictitious Business Name in violation of the rights of another under Federal, State, or common law (See section 14411 et seq. Business and Professions Code)Publish:Mountain Views News/IDC Dates Pub SEP 19, 26, OCT 03, 10, 2026: [826, 277, 1093, 419]
legal-notice: [1100, 1320, 1366, 1492]
notice-title: FICTITIOUS BUSINESS NAME STATEMENT: [1100, 1319, 1271, 1329]
notice-title: FICTITIOUS BUSINESS NAME STATEMENT: [6, 78, 175, 88]
notice-body: The following person(s) is (are) doing business as: TRIO COFFEE HOUSE, 42104 50TH W QUARTZ HILL, CA 93536. Full name of registrant(s) is (are) QUARTZ HILL GROUP INC, 42104 50TH W QUARTZ HILL, CA 93536. This Business is conducted by: A CORPORATION. Signed: QUARTZ HILL GROUP INC, SIMON RAMEL PRESIDENT. This statement was filed with the County Clerk of Los Angeles County on 08/27/2026. The registrant(s) has (have) commenced to transact business under the fictitious business name or names listed above on N/A. NOTICE: This Fictitious Name Statement expires five years from the date it was filed in the office of the County Clerk. A new Fictitious Business Name Statement must be filed prior to that date. The filing of this statement does not of itself authorize the use in this state of a Fictitious Business Name in violation of the rights of another under Federal, State, or common law (See section 14411 et seq. Business and Professions Code) Publish: Mountain Views News ES Dates Pub September 26, October 3, 10, 17, 2026: [6, 1363, 272, 1516]
legal-notice: [553, 145, 819, 308]
notice-body: The following person(s) is (are) doing business as: JN CLEANERS & SERVICES, 324 N IMPERIAL HWY, LOS ANGELES, CA 90044. Full name of registrant(s) is (are) JHONATAN DEL SOCORRO ZAMORA GONZALEZ, 324 N IMPERIAL HWY, LOS ANGELES, CA 90044. This Business is conducted by: AN INDIVIDUAL. Signed: JHONATAN DEL SOCORRO ZAMORA GONZALEZ/OWNER. This statement was filed with the County Clerk of Los Angeles County on 08/31/2026. The registrant(s) has (have) commenced to transact business under the fictitious business name or names listed above on N/A. NOTICE: This Fictitious Name Statement expires five years from the date it was filed in the office of the County Clerk. A new Fictitious Business Name Statement must be filed prior to that date. The filing of this statement does not of itself authorize the use in this state of a Fictitious Business Name in violation of the rights of another under Federal, State, or common law (See section 14411 et seq. Business and Professions Code)Publish:Mountain Views News/IDC Dates Pub SEP 12, 19, 26, OCT 03, 2026: [826, 1332, 1093, 1495]
notice-body: The following person(s) is (are) doing business as: NASH AUTO 31827 EMPRESA CIR MURRIETA, CA 92563. Full name of registrant(s) is (are) KAMIL SALIKHOV 31827 EMPRESA CIR MURRIETA, CA 92563. This Business is conducted by: AN INDIVIDUAL. Signed: KAMIL SALIKHOV OWNER. This statement was filed with the County Clerk of Los Angeles County on 09/14/2026. The registrant(s) has (have) commenced to transact business under the fictitious business name or names listed above on 09/2021. NOTICE: This Fictitious Name Statement expires five years from the date it was filed in the office of the County Clerk. A new Fictitious Business Name Statement must be filed prior to that date. The filing of this statement does not of itself authorize the use in this state of a Fictitious Business Name in violation of the rights of another under Federal, State, or common law (See section 14411 et seq. Business and Professions Code) Publish: Mountain Views News ES Dates Pub September 19, 26, October 3, 10, 2026: [279, 1441, 546, 1583]
notice-title: FICTITIOUS BUSINESS NAME STATEMENT: [1100, 304, 1271, 315]
notice-file-number: File No. 2026190882: [279, 903, 352, 913]
